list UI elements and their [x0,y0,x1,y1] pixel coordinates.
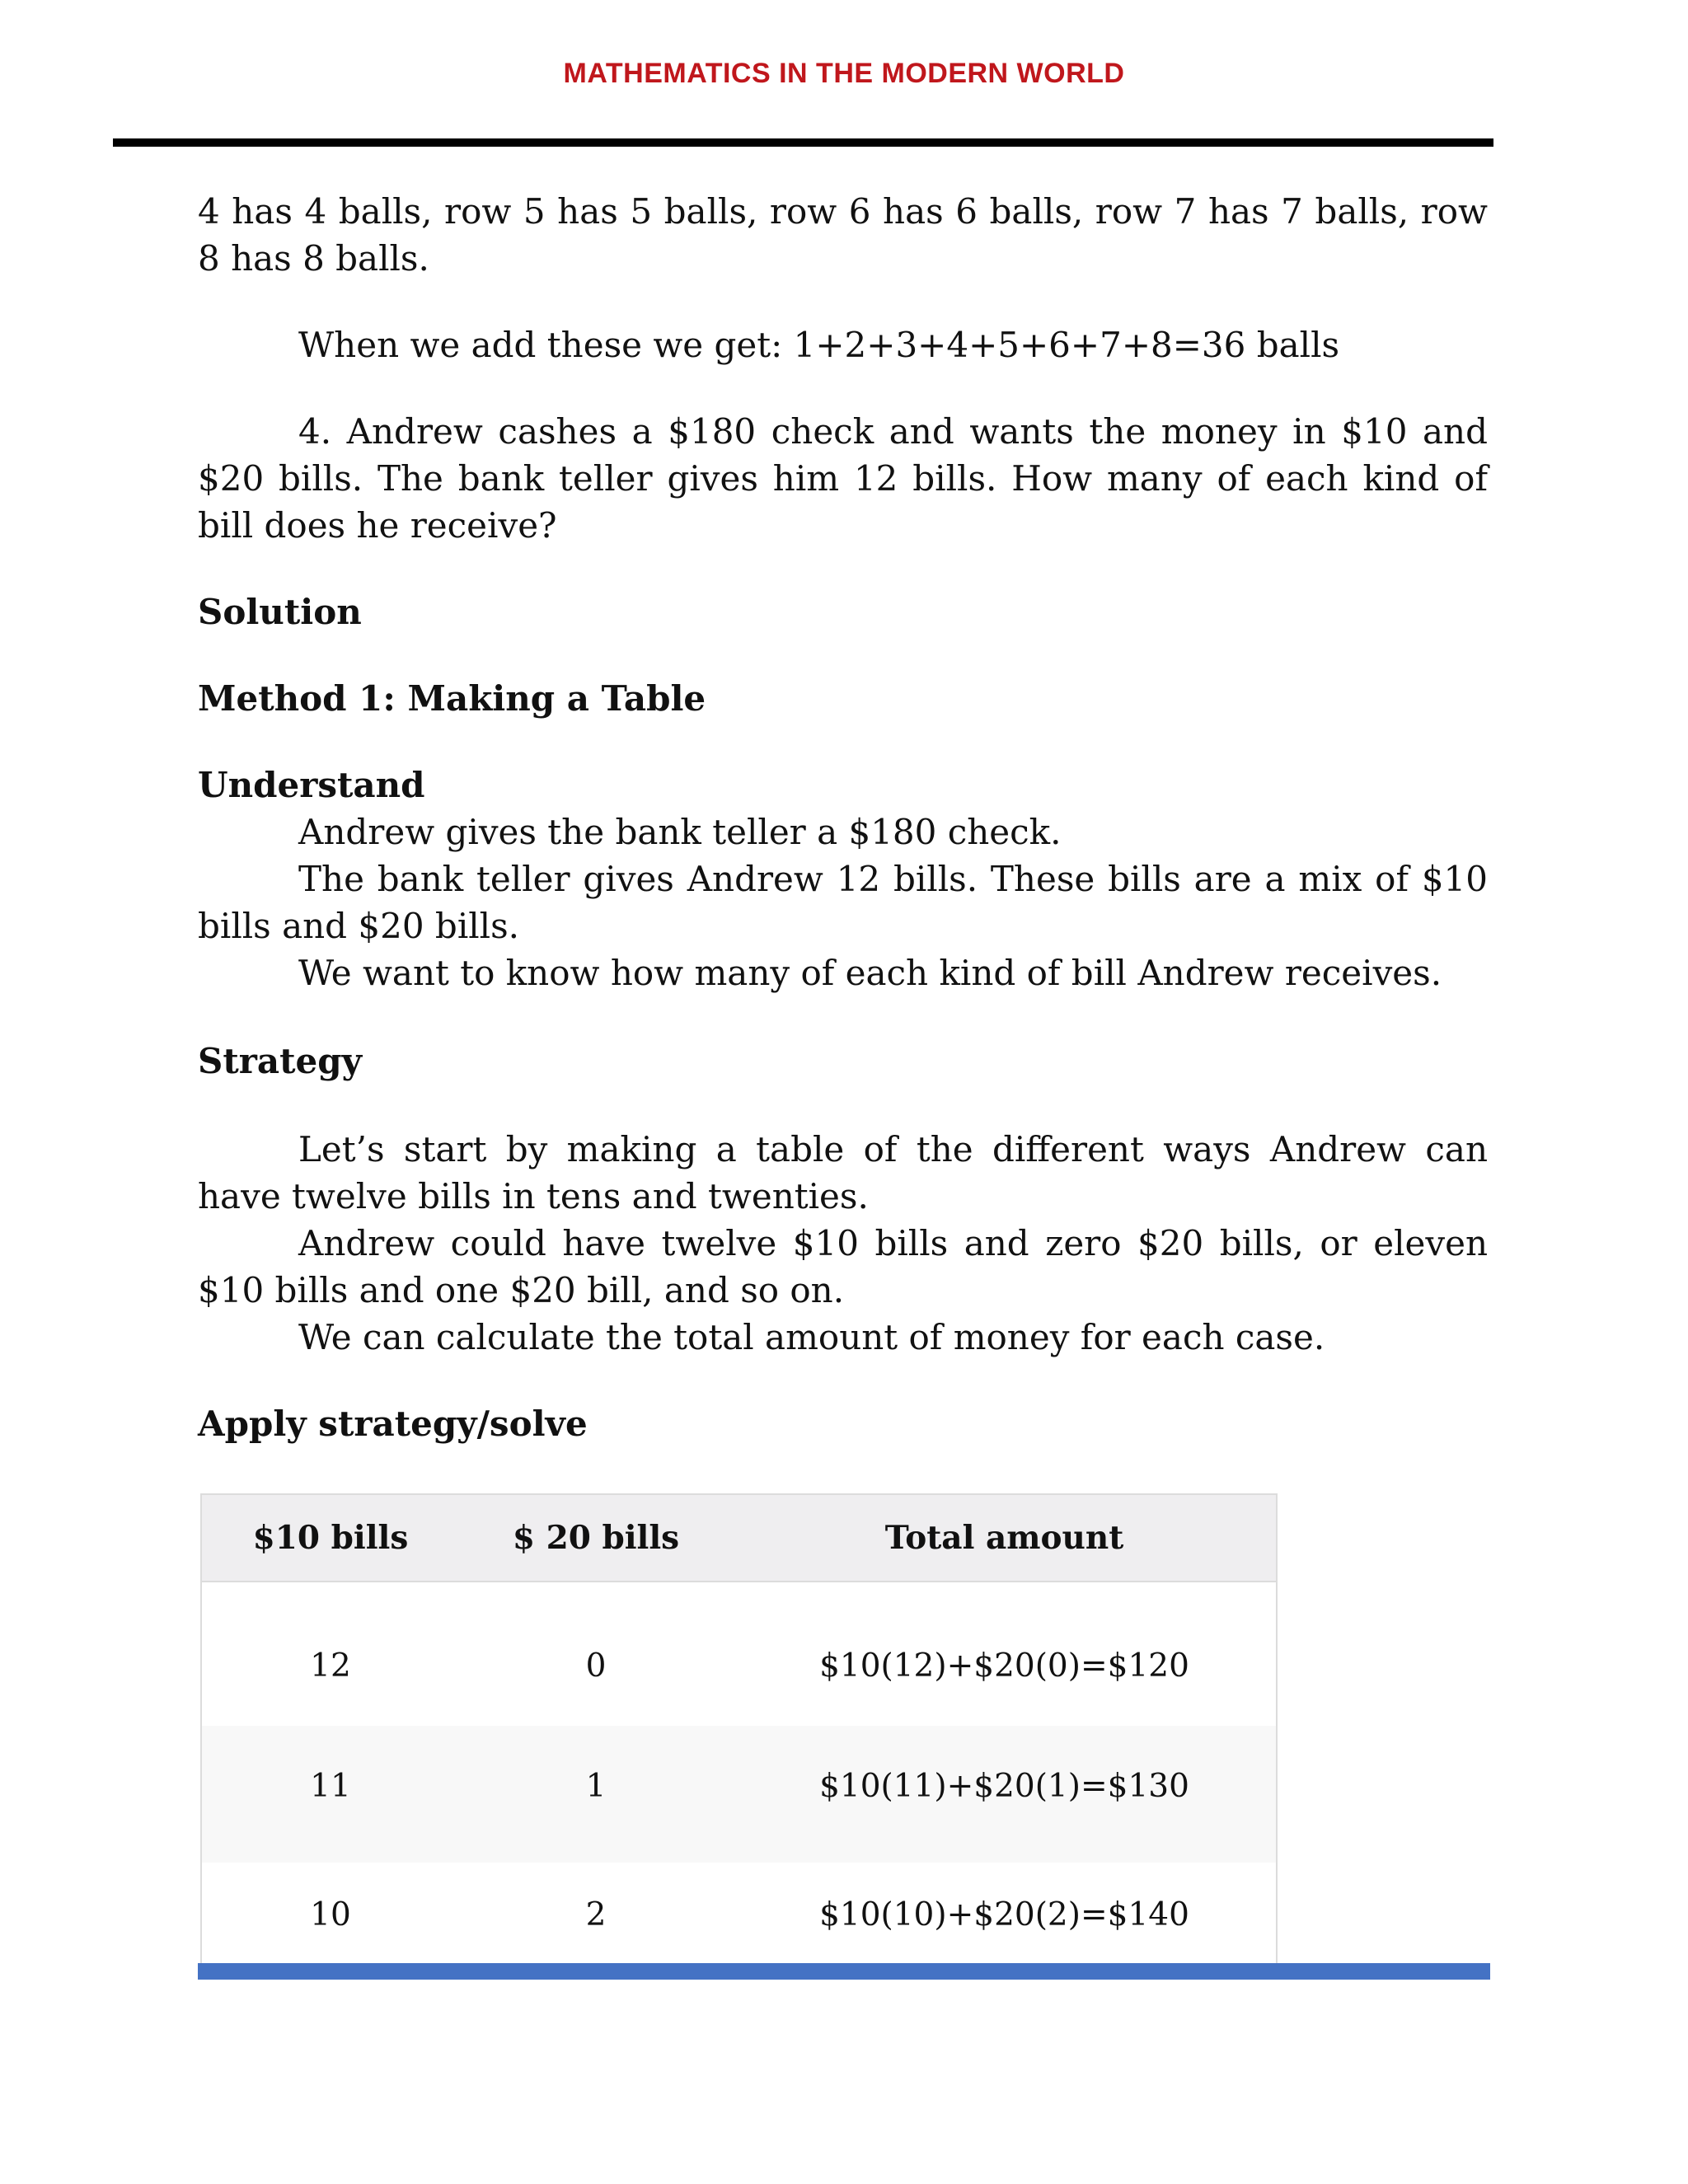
paragraph-sum: When we add these we get: 1+2+3+4+5+6+7+8=36 balls [298,325,1340,365]
table-cell: 10 [201,1863,459,1968]
paragraph-balls-continued: 4 has 4 balls, row 5 has 5 balls, row 6 has 6 balls, row 7 has 7 balls, row 8 has 8 balls. [198,191,1488,279]
table-cell: 12 [201,1582,459,1726]
table-cell: 0 [459,1582,733,1726]
heading-strategy: Strategy [198,1041,362,1081]
table-cell: 2 [459,1863,733,1968]
table-cell: $10(11)+$20(1)=$130 [733,1726,1277,1863]
heading-method-1: Method 1: Making a Table [198,678,706,719]
strategy-line-1: Let’s start by making a table of the different ways Andrew can have twelve bills in tens and twenties. [198,1129,1488,1216]
heading-apply-strategy: Apply strategy/solve [198,1404,588,1444]
document-body [198,188,1488,1447]
understand-line-3: We want to know how many of each kind of bill Andrew receives. [298,953,1442,993]
understand-line-2: The bank teller gives Andrew 12 bills. These bills are a mix of $10 bills and $20 bills. [198,859,1488,946]
understand-line-1: Andrew gives the bank teller a $180 check. [298,812,1062,852]
table-header-ten-bills: $10 bills [201,1494,459,1582]
table-cell: $10(12)+$20(0)=$120 [733,1582,1277,1726]
heading-understand: Understand [198,765,425,805]
strategy-line-3: We can calculate the total amount of money for each case. [298,1317,1325,1357]
header-divider [113,138,1493,147]
footer-divider [198,1963,1490,1980]
table-cell: $10(10)+$20(2)=$140 [733,1863,1277,1968]
table-row [201,1726,1277,1863]
table-cell: 1 [459,1726,733,1863]
heading-solution: Solution [198,592,362,632]
bills-table [200,1493,1278,1969]
page-header-title: MATHEMATICS IN THE MODERN WORLD [563,58,1125,89]
table-cell: 11 [201,1726,459,1863]
strategy-line-2: Andrew could have twelve $10 bills and zero $20 bills, or eleven $10 bills and one $20 bill, and so on. [198,1223,1488,1310]
table-header-total-amount: Total amount [733,1494,1277,1582]
paragraph-problem-4: 4. Andrew cashes a $180 check and wants the money in $10 and $20 bills. The bank teller gives him 12 bills. How many of each kind of bill does he receive? [198,411,1488,546]
table-header-twenty-bills: $ 20 bills [459,1494,733,1582]
table-header-row [201,1494,1277,1582]
table-row [201,1582,1277,1726]
table-row [201,1863,1277,1968]
